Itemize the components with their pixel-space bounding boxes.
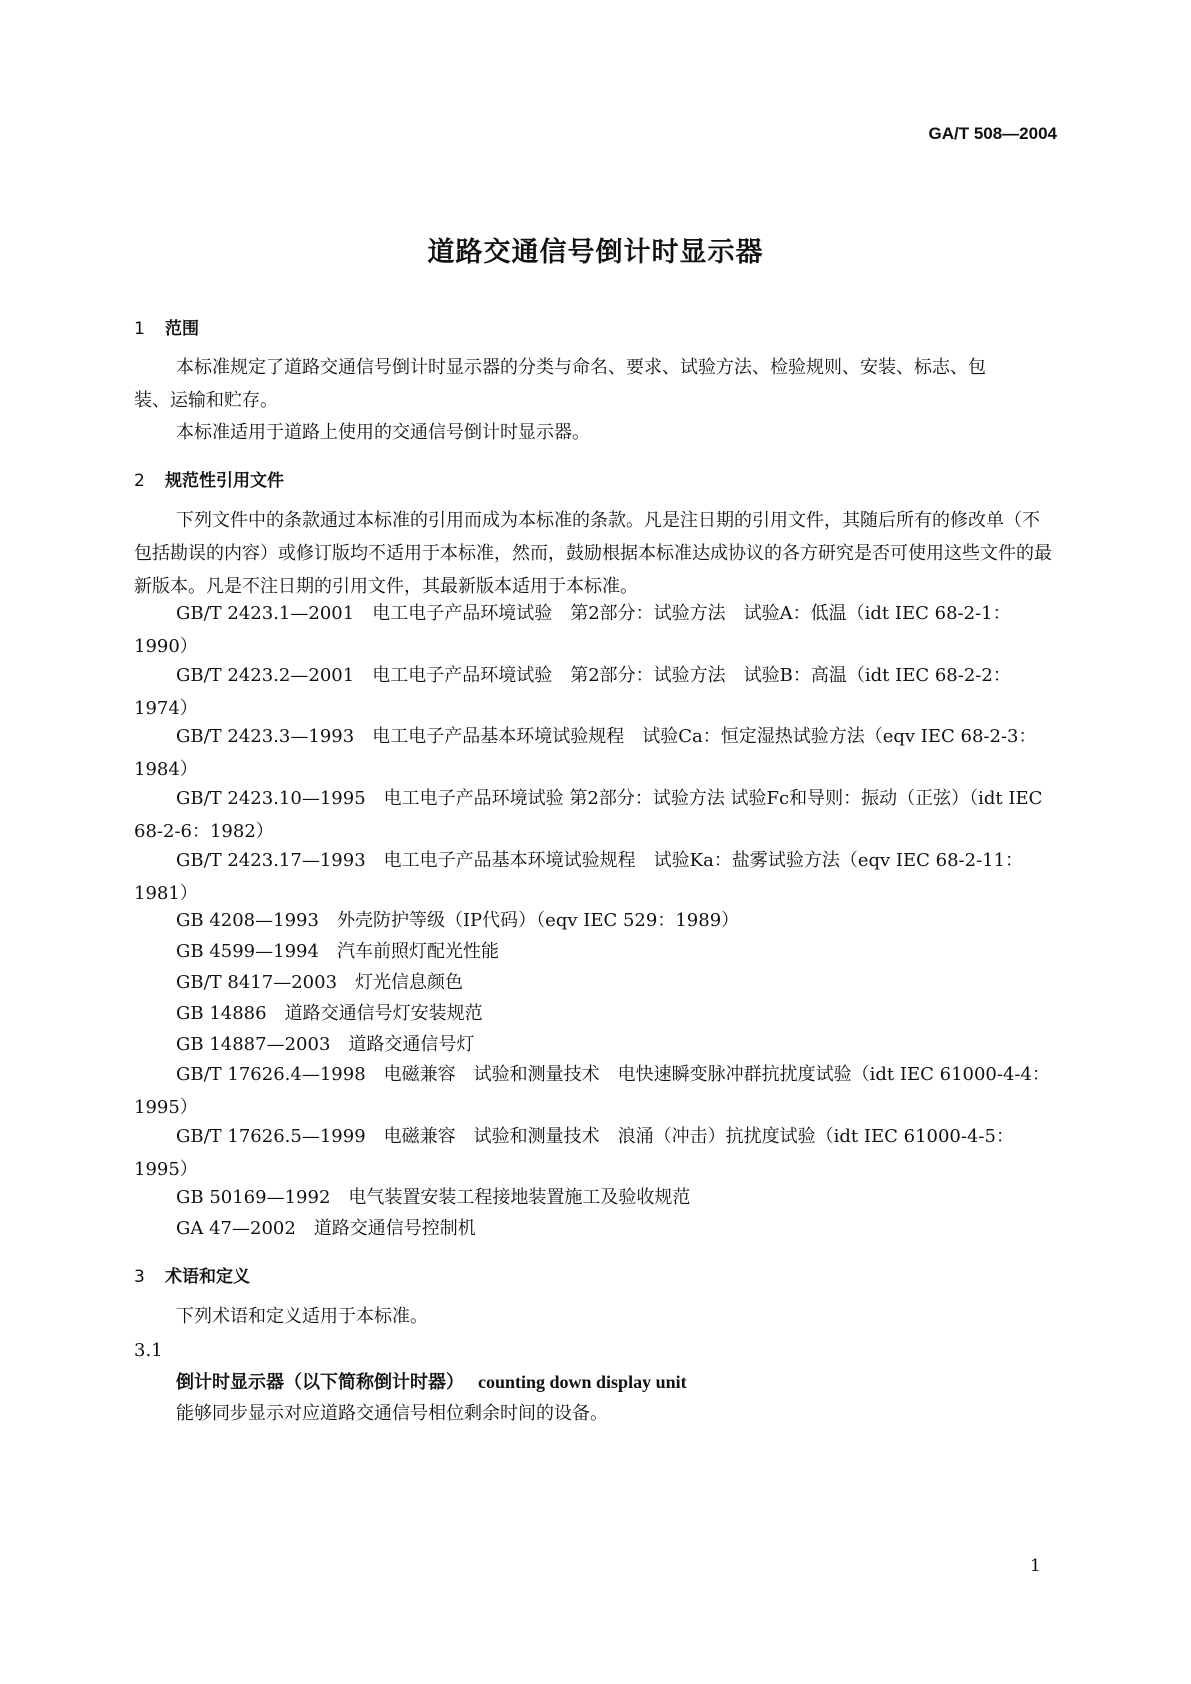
page-number: 1 [1030,1556,1041,1576]
section-2-heading [134,466,284,491]
ref-gbt2423-3: GB/T 2423.3—1993 电工电子产品基本环境试验规程 试验Ca：恒定湿热试验方法（eqv IEC 68-2-3：1984） [134,726,1037,780]
section-1-number: 1 [134,319,145,339]
section-1-title: 范围 [165,319,199,339]
ref-gb4599: GB 4599—1994 汽车前照灯配光性能 [176,941,499,962]
standard-number: GA/T 508—2004 [928,124,1057,143]
ref-gbt17626-5: GB/T 17626.5—1999 电磁兼容 试验和测量技术 浪涌（冲击）抗扰度试验（idt IEC 61000-4-5：1995） [134,1126,1014,1180]
term-chinese: 倒计时显示器（以下简称倒计时器） [176,1372,464,1393]
section-1-para1-line1: 本标准规定了道路交通信号倒计时显示器的分类与命名、要求、试验方法、检验规则、安装、标志、包 [176,357,986,378]
section-1-heading [134,314,199,339]
section-2-title: 规范性引用文件 [165,471,284,491]
ref-ga47: GA 47—2002 道路交通信号控制机 [176,1218,476,1239]
term-definition: 能够同步显示对应道路交通信号相位剩余时间的设备。 [176,1403,608,1424]
section-3-heading [134,1262,250,1287]
ref-gbt17626-4: GB/T 17626.4—1998 电磁兼容 试验和测量技术 电快速瞬变脉冲群抗扰度试验（idt IEC 61000-4-4：1995） [134,1064,1050,1118]
section-3-intro: 下列术语和定义适用于本标准。 [176,1306,428,1327]
subsection-3-1-number: 3.1 [134,1340,163,1361]
ref-gbt2423-17: GB/T 2423.17—1993 电工电子产品基本环境试验规程 试验Ka：盐雾试验方法（eqv IEC 68-2-11：1981） [134,850,1024,904]
ref-gb50169: GB 50169—1992 电气装置安装工程接地装置施工及验收规范 [176,1187,691,1208]
section-2-number: 2 [134,471,145,491]
section-2-intro: 下列文件中的条款通过本标准的引用而成为本标准的条款。凡是注日期的引用文件，其随后所有的修改单（不包括勘误的内容）或修订版均不适用于本标准，然而，鼓励根据本标准达成协议的各方研究是否可使用这些文件的最新版本。凡是不注日期的引用文件，其最新版本适用于本标准。 [134,510,1052,597]
ref-gbt2423-2: GB/T 2423.2—2001 电工电子产品环境试验 第2部分：试验方法 试验B：高温（idt IEC 68-2-2：1974） [134,665,1011,719]
ref-gb14886: GB 14886 道路交通信号灯安装规范 [176,1003,483,1024]
ref-gbt8417: GB/T 8417—2003 灯光信息颜色 [176,972,464,993]
section-3-number: 3 [134,1267,145,1287]
section-1-para1-line2: 装、运输和贮存。 [134,390,278,411]
ref-gbt2423-1: GB/T 2423.1—2001 电工电子产品环境试验 第2部分：试验方法 试验A：低温（idt IEC 68-2-1：1990） [134,603,1011,657]
term-english: counting down display unit [478,1372,687,1392]
section-1-para2: 本标准适用于道路上使用的交通信号倒计时显示器。 [176,422,590,443]
ref-gbt2423-10: GB/T 2423.10—1995 电工电子产品环境试验 第2部分：试验方法 试验Fc和导则：振动（正弦）（idt IEC 68-2-6：1982） [134,788,1043,842]
section-3-title: 术语和定义 [165,1267,250,1287]
term-heading [176,1368,687,1394]
document-title: 道路交通信号倒计时显示器 [427,237,764,268]
ref-gb14887: GB 14887—2003 道路交通信号灯 [176,1034,475,1055]
ref-gb4208: GB 4208—1993 外壳防护等级（IP代码）（eqv IEC 529：1989） [176,910,740,931]
